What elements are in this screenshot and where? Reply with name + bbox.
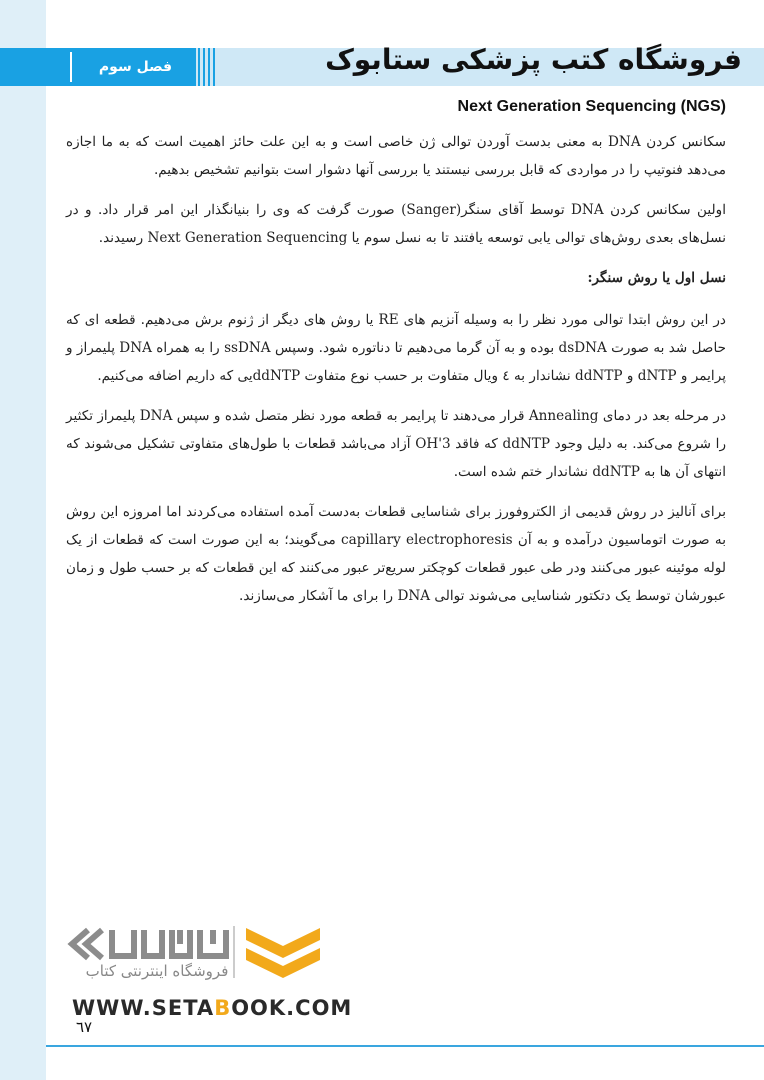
section-heading: Next Generation Sequencing (NGS) [457, 98, 726, 115]
chapter-divider [70, 52, 72, 82]
chevron-arrows-icon [72, 930, 102, 958]
chapter-label: فصل سوم [98, 59, 173, 75]
paragraph: سکانس کردن DNA به معنی بدست آوردن توالی ژن خاصی است و به این علت حائز اهمیت است که به ما اجازه می‌دهد فنوتیپ را در مواردی که قابل بررسی نیستند یا بررسی آنها دشوار است بتوانیم تشخیص بدهیم. [66, 134, 726, 178]
url-accent-letter: B [214, 996, 232, 1020]
logo-tagline: فروشگاه اینترنتی کتاب [85, 962, 229, 980]
footer-rule [46, 1045, 764, 1047]
paragraph: اولین سکانس کردن DNA توسط آقای سنگر(Sanger) صورت گرفت که وی را بنیانگذار این امر قرار داد. و در نسل‌های بعدی روش‌های توالی یابی توسعه یافتند تا به نسل سوم یا Next Generation Sequencing رسیدند. [66, 202, 726, 246]
site-title: فروشگاه کتب پزشکی ستابوک [325, 43, 742, 76]
header-stripes [198, 48, 216, 86]
website-url: WWW.SETABOOK.COM [72, 996, 353, 1020]
page-number: ٦٧ [76, 1018, 93, 1036]
paragraph: در این روش ابتدا توالی مورد نظر را به وسیله آنزیم های RE یا روش های دیگر از ژنوم برش می‌دهیم. قطعه ای که حاصل شد به صورت dsDNA بوده و به آن گرما می‌دهیم تا دناتوره شود. وسپس ssDNA را به همراه DNA پلیمراز و پرایمر و dNTP و ddNTP نشاندار به ٤ ویال متفاوت بر حسب نوع متفاوت ddNTPیی که داریم اضافه می‌کنیم. [66, 312, 727, 384]
page-content [66, 94, 726, 622]
open-book-icon [246, 928, 320, 978]
setabook-logo [62, 916, 332, 996]
logo-wordmark-icon [112, 930, 226, 956]
paragraph: در مرحله بعد در دمای Annealing قرار می‌دهند تا پرایمر به قطعه مورد نظر متصل شده و سپس DNA پلیمراز تکثیر را شروع می‌کند. به دلیل وجود ddNTP که فاقد 3'OH آزاد می‌باشد قطعات با طول‌های متفاوتی تشکیل می‌شوند که انتهای آن ها به ddNTP نشاندار ختم شده است. [66, 408, 727, 480]
left-margin-strip [0, 0, 46, 1080]
paragraph: برای آنالیز در روش قدیمی از الکتروفورز برای شناسایی قطعات به‌دست آمده استفاده می‌کردند اما امروزه این روش به صورت اتوماسیون درآمده و به آن capillary electrophoresis می‌گویند؛ به این صورت است که قطعات از یک لوله موئینه عبور می‌کنند ودر طی عبور قطعات کوچکتر سریع‌تر عبور می‌کنند که این قطعات که بر حسب طول و زمان عبورشان توسط یک دتکتور شناسایی می‌شوند توالی DNA را برای ما آشکار می‌سازند. [66, 504, 726, 604]
subheading: نسل اول یا روش سنگر: [587, 270, 726, 286]
